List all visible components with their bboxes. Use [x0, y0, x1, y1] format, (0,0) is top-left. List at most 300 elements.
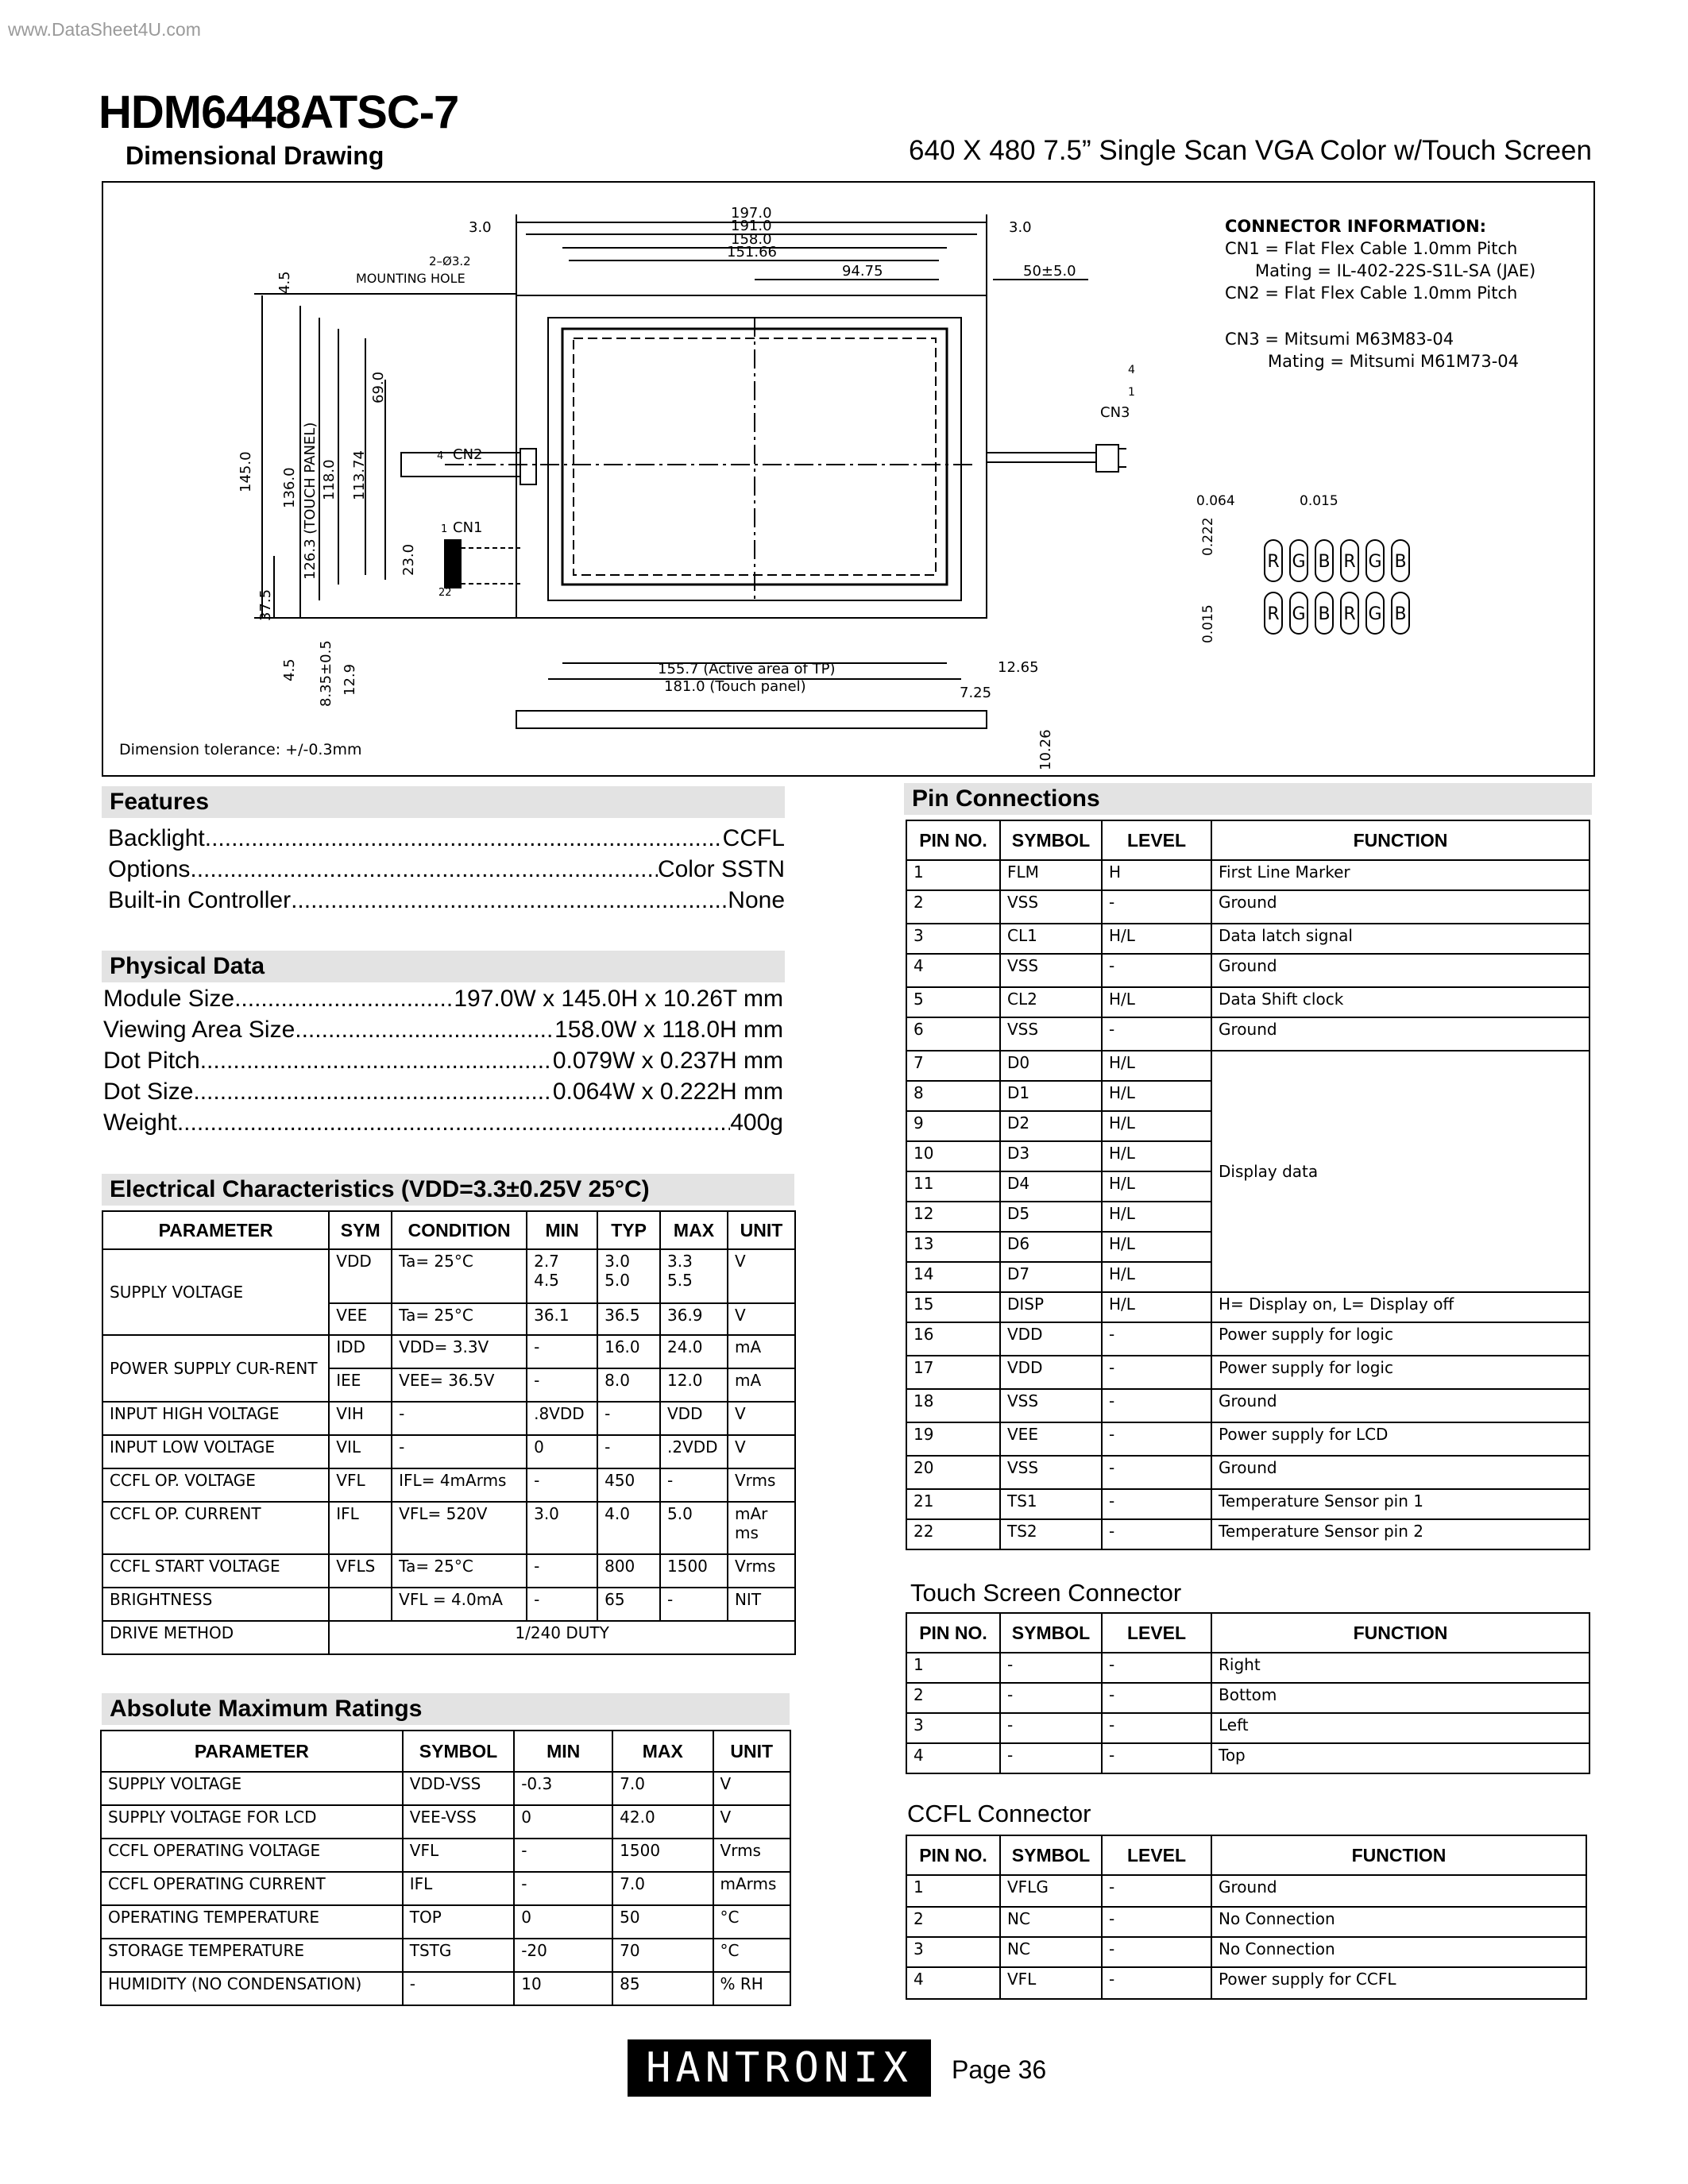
pin-cell: 21 [906, 1489, 1000, 1519]
symbol-cell: D2 [1000, 1111, 1102, 1141]
table-row [906, 1017, 1590, 1051]
symbol-cell: D1 [1000, 1081, 1102, 1111]
max-cell: 50 [612, 1905, 713, 1939]
max-cell: 1500 [612, 1839, 713, 1872]
table-row [906, 1743, 1590, 1773]
table-row [101, 1805, 790, 1839]
dim-45a: 4.5 [276, 271, 293, 294]
cond-cell: VFL = 4.0mA [392, 1588, 527, 1621]
symbol-cell: NC [1000, 1937, 1102, 1967]
level-cell: - [1102, 1937, 1211, 1967]
typ-cell: 8.0 [597, 1368, 660, 1402]
max-cell: .2VDD [660, 1435, 728, 1468]
table-row [906, 1356, 1590, 1389]
max-cell: 5.0 [660, 1502, 728, 1554]
physical-value: 400g [730, 1109, 783, 1136]
rgb-dot: B [1394, 604, 1407, 624]
table-row [101, 1839, 790, 1872]
cond-cell: Ta= 25°C [392, 1249, 527, 1303]
max-cell: 7.0 [612, 1772, 713, 1805]
pin-cell: 1 [906, 1653, 1000, 1683]
rgb-dot: R [1267, 552, 1280, 572]
level-cell: - [1102, 1017, 1211, 1051]
physical-value: 197.0W x 145.0H x 10.26T mm [454, 986, 783, 1012]
watermark: www.DataSheet4U.com [8, 19, 201, 40]
feature-value: CCFL [722, 825, 785, 851]
dim-3b: 3.0 [1009, 219, 1032, 236]
feature-row [108, 823, 785, 854]
features-list [108, 823, 785, 916]
param-cell: CCFL OP. CURRENT [102, 1502, 329, 1554]
unit-cell: V [713, 1772, 790, 1805]
cn1-label: CN1 [453, 519, 483, 536]
param-cell: CCFL OP. VOLTAGE [102, 1468, 329, 1502]
symbol-cell: D6 [1000, 1232, 1102, 1262]
dim-0222: 0.222 [1200, 517, 1216, 556]
tolerance-note: Dimension tolerance: +/-0.3mm [119, 741, 362, 758]
physical-label: Module Size [103, 986, 235, 1012]
sym-cell: IEE [329, 1368, 392, 1402]
pin-cell: 8 [906, 1081, 1000, 1111]
symbol-cell: CL1 [1000, 924, 1102, 954]
pin-cell: 2 [906, 890, 1000, 924]
section-subtitle: Dimensional Drawing [126, 141, 384, 170]
sym-cell: VIH [329, 1402, 392, 1435]
symbol-cell: D3 [1000, 1141, 1102, 1171]
feature-row [108, 854, 785, 885]
level-cell: H/L [1102, 1111, 1211, 1141]
page-number: Page 36 [952, 2055, 1047, 2084]
unit-cell: V [728, 1402, 795, 1435]
dim-145: 145.0 [238, 451, 254, 492]
col-header: LEVEL [1102, 820, 1211, 860]
unit-cell: °C [713, 1939, 790, 1972]
typ-cell: 450 [597, 1468, 660, 1502]
function-cell: Temperature Sensor pin 1 [1211, 1489, 1590, 1519]
symbol-cell: DISP [1000, 1292, 1102, 1322]
pin-cell: 3 [906, 1937, 1000, 1967]
physical-value: 158.0W x 118.0H mm [554, 1017, 783, 1043]
param-cell: DRIVE METHOD [102, 1621, 329, 1654]
level-cell: - [1102, 1322, 1211, 1356]
pins-title: Pin Connections [904, 783, 1592, 815]
sym-cell: VIL [329, 1435, 392, 1468]
sym-cell: VEE [329, 1303, 392, 1335]
param-cell: CCFL OPERATING VOLTAGE [101, 1839, 403, 1872]
level-cell: H/L [1102, 924, 1211, 954]
col-header: MAX [660, 1211, 728, 1249]
level-cell: - [1102, 1456, 1211, 1489]
level-cell: - [1102, 1389, 1211, 1422]
pin-cell: 3 [906, 924, 1000, 954]
hantronix-logo: HANTRONIX [628, 2039, 931, 2097]
dim-151: 151.66 [727, 244, 777, 260]
min-cell: -20 [514, 1939, 612, 1972]
cond-cell: Ta= 25°C [392, 1554, 527, 1588]
level-cell: - [1102, 1422, 1211, 1456]
sym-cell: VFL [403, 1839, 514, 1872]
function-cell: No Connection [1211, 1907, 1586, 1937]
min-cell: - [527, 1368, 597, 1402]
table-row [101, 1939, 790, 1972]
param-cell: SUPPLY VOLTAGE [102, 1249, 329, 1335]
typ-cell: 36.5 [597, 1303, 660, 1335]
sym-cell: IFL [403, 1872, 514, 1905]
min-cell: - [514, 1839, 612, 1872]
ccfl-title: CCFL Connector [907, 1800, 1091, 1827]
dim-0064: 0.064 [1196, 493, 1235, 509]
rgb-dot: G [1368, 552, 1382, 572]
level-cell: - [1102, 1743, 1211, 1773]
symbol-cell: TS1 [1000, 1489, 1102, 1519]
max-cell: - [660, 1588, 728, 1621]
unit-cell: V [728, 1435, 795, 1468]
pin4-cn2: 4 [437, 450, 444, 462]
sym-cell [329, 1588, 392, 1621]
param-cell: SUPPLY VOLTAGE [101, 1772, 403, 1805]
unit-cell: % RH [713, 1972, 790, 2005]
param-cell: BRIGHTNESS [102, 1588, 329, 1621]
symbol-cell: - [1000, 1713, 1102, 1743]
rgb-dot: R [1343, 552, 1356, 572]
pin22-cn1: 22 [438, 587, 452, 599]
pin1-cn1: 1 [441, 523, 448, 535]
connector-info-line: CN2 = Flat Flex Cable 1.0mm Pitch [1225, 284, 1518, 303]
max-cell: 7.0 [612, 1872, 713, 1905]
col-header: LEVEL [1102, 1835, 1211, 1875]
col-header: SYM [329, 1211, 392, 1249]
pin-cell: 7 [906, 1051, 1000, 1081]
param-cell: STORAGE TEMPERATURE [101, 1939, 403, 1972]
level-cell: H/L [1102, 1232, 1211, 1262]
touch-title: Touch Screen Connector [910, 1579, 1182, 1607]
table-row [906, 1875, 1586, 1907]
dim-3a: 3.0 [469, 219, 492, 236]
rgb-dot: G [1292, 604, 1306, 624]
min-cell: -0.3 [514, 1772, 612, 1805]
physical-row [103, 1014, 783, 1045]
dim-197: 197.0 [731, 205, 772, 222]
electrical-table [102, 1210, 796, 1655]
col-header: TYP [597, 1211, 660, 1249]
typ-cell: 16.0 [597, 1335, 660, 1368]
param-cell: POWER SUPPLY CUR-RENT [102, 1335, 329, 1402]
function-cell: H= Display on, L= Display off [1211, 1292, 1590, 1322]
dim-45b: 4.5 [281, 658, 298, 681]
unit-cell: mAr ms [728, 1502, 795, 1554]
function-cell: Data Shift clock [1211, 987, 1590, 1017]
cond-cell: - [392, 1402, 527, 1435]
table-row [906, 954, 1590, 987]
col-header: SYMBOL [1000, 1613, 1102, 1653]
absolute-table [100, 1730, 791, 2006]
pin-cell: 16 [906, 1322, 1000, 1356]
rgb-dot: G [1292, 552, 1306, 572]
sym-cell: - [403, 1972, 514, 2005]
col-header: FUNCTION [1211, 820, 1590, 860]
min-cell: - [527, 1554, 597, 1588]
param-cell: OPERATING TEMPERATURE [101, 1905, 403, 1939]
max-cell: 42.0 [612, 1805, 713, 1839]
connector-info-line: CN3 = Mitsumi M63M83-04 [1225, 330, 1454, 349]
symbol-cell: VSS [1000, 1017, 1102, 1051]
col-header: PIN NO. [906, 1835, 1000, 1875]
unit-cell: mA [728, 1335, 795, 1368]
max-cell: - [660, 1468, 728, 1502]
dim-118: 118.0 [321, 459, 338, 500]
drawing-svg [103, 183, 1593, 775]
connector-info-title: CONNECTOR INFORMATION: [1225, 217, 1487, 236]
rgb-dot: G [1368, 604, 1382, 624]
max-cell: 12.0 [660, 1368, 728, 1402]
pin-cell: 12 [906, 1202, 1000, 1232]
typ-cell: 3.0 5.0 [597, 1249, 660, 1303]
rgb-dot: B [1318, 604, 1331, 624]
symbol-cell: - [1000, 1683, 1102, 1713]
min-cell: 0 [514, 1805, 612, 1839]
dim-158: 158.0 [731, 231, 772, 248]
level-cell: H/L [1102, 1202, 1211, 1232]
min-cell: .8VDD [527, 1402, 597, 1435]
max-cell: 70 [612, 1939, 713, 1972]
table-row [101, 1972, 790, 2005]
function-cell: Temperature Sensor pin 2 [1211, 1519, 1590, 1549]
col-header: UNIT [713, 1731, 790, 1772]
function-cell: No Connection [1211, 1937, 1586, 1967]
pin-cell: 19 [906, 1422, 1000, 1456]
symbol-cell: CL2 [1000, 987, 1102, 1017]
symbol-cell: VSS [1000, 1456, 1102, 1489]
level-cell: - [1102, 890, 1211, 924]
touch-table [906, 1612, 1590, 1774]
min-cell: - [527, 1335, 597, 1368]
min-cell: 10 [514, 1972, 612, 2005]
symbol-cell: - [1000, 1743, 1102, 1773]
feature-value: Color SSTN [657, 856, 785, 882]
level-cell: - [1102, 1967, 1211, 1999]
physical-row [103, 1076, 783, 1107]
table-row [906, 1683, 1590, 1713]
mount-label: MOUNTING HOLE [356, 271, 465, 286]
pin-cell: 20 [906, 1456, 1000, 1489]
unit-cell: V [728, 1303, 795, 1335]
dim-129: 12.9 [342, 663, 358, 696]
level-cell: - [1102, 1907, 1211, 1937]
dim-0015b: 0.015 [1200, 604, 1216, 643]
symbol-cell: VFL [1000, 1967, 1102, 1999]
pin-cell: 3 [906, 1713, 1000, 1743]
pin-cell: 9 [906, 1111, 1000, 1141]
function-cell: Right [1211, 1653, 1590, 1683]
level-cell: - [1102, 1489, 1211, 1519]
col-header: PIN NO. [906, 820, 1000, 860]
feature-label: Options [108, 856, 191, 882]
feature-label: Backlight [108, 825, 205, 851]
max-cell: 85 [612, 1972, 713, 2005]
physical-label: Dot Pitch [103, 1048, 200, 1074]
table-row [906, 860, 1590, 890]
rgb-dot: R [1343, 604, 1356, 624]
function-cell: Power supply for CCFL [1211, 1967, 1586, 1999]
max-cell: 1500 [660, 1554, 728, 1588]
symbol-cell: TS2 [1000, 1519, 1102, 1549]
cond-cell: VDD= 3.3V [392, 1335, 527, 1368]
module-outline [516, 295, 987, 618]
physical-row [103, 983, 783, 1014]
product-tagline: 640 X 480 7.5” Single Scan VGA Color w/Touch Screen [909, 135, 1592, 166]
min-cell: 3.0 [527, 1502, 597, 1554]
param-cell: CCFL START VOLTAGE [102, 1554, 329, 1588]
symbol-cell: - [1000, 1653, 1102, 1683]
level-cell: - [1102, 1653, 1211, 1683]
col-header: LEVEL [1102, 1613, 1211, 1653]
pin-cell: 14 [906, 1262, 1000, 1292]
col-header: CONDITION [392, 1211, 527, 1249]
typ-cell: 65 [597, 1588, 660, 1621]
function-cell: First Line Marker [1211, 860, 1590, 890]
pin-cell: 15 [906, 1292, 1000, 1322]
unit-cell: Vrms [728, 1554, 795, 1588]
features-title: Features [102, 786, 785, 818]
symbol-cell: VSS [1000, 1389, 1102, 1422]
unit-cell: mArms [713, 1872, 790, 1905]
pin-cell: 10 [906, 1141, 1000, 1171]
table-row [101, 1872, 790, 1905]
dim-1263: 126.3 (TOUCH PANEL) [302, 422, 319, 580]
table-row [906, 890, 1590, 924]
unit-cell: NIT [728, 1588, 795, 1621]
pin-cell: 22 [906, 1519, 1000, 1549]
table-row [906, 987, 1590, 1017]
table-row [906, 1322, 1590, 1356]
sym-cell: IFL [329, 1502, 392, 1554]
pin-cell: 6 [906, 1017, 1000, 1051]
unit-cell: V [728, 1249, 795, 1303]
dim-11374: 113.74 [351, 450, 368, 500]
cond-cell: VFL= 520V [392, 1502, 527, 1554]
level-cell: H/L [1102, 1141, 1211, 1171]
table-row [906, 1713, 1590, 1743]
physical-value: 0.079W x 0.237H mm [552, 1048, 783, 1074]
ccfl-table [906, 1835, 1587, 2000]
dim-136: 136.0 [281, 467, 298, 508]
connector-info-line: Mating = IL-402-22S-S1L-SA (JAE) [1255, 261, 1536, 280]
dim-1265: 12.65 [998, 659, 1039, 676]
level-cell: - [1102, 1519, 1211, 1549]
param-cell: HUMIDITY (NO CONDENSATION) [101, 1972, 403, 2005]
table-row [101, 1905, 790, 1939]
col-header: MIN [527, 1211, 597, 1249]
function-cell: Top [1211, 1743, 1590, 1773]
function-cell: Ground [1211, 1017, 1590, 1051]
dim-23: 23.0 [400, 543, 417, 576]
sym-cell: VEE-VSS [403, 1805, 514, 1839]
min-cell: 0 [514, 1905, 612, 1939]
level-cell: H/L [1102, 1051, 1211, 1081]
typ-cell: - [597, 1402, 660, 1435]
function-cell: Power supply for logic [1211, 1356, 1590, 1389]
min-cell: - [527, 1468, 597, 1502]
mount-dia: 2–Ø3.2 [429, 254, 471, 268]
dim-0015: 0.015 [1300, 493, 1338, 509]
table-row [906, 1907, 1586, 1937]
symbol-cell: D4 [1000, 1171, 1102, 1202]
level-cell: - [1102, 1356, 1211, 1389]
col-header: UNIT [728, 1211, 795, 1249]
unit-cell: °C [713, 1905, 790, 1939]
param-cell: SUPPLY VOLTAGE FOR LCD [101, 1805, 403, 1839]
rgb-dot: B [1318, 552, 1331, 572]
pin-cell: 1 [906, 1875, 1000, 1907]
min-cell: - [527, 1588, 597, 1621]
col-header: PIN NO. [906, 1613, 1000, 1653]
sym-cell: VDD [329, 1249, 392, 1303]
max-cell: VDD [660, 1402, 728, 1435]
feature-value: None [728, 887, 785, 913]
min-cell: - [514, 1872, 612, 1905]
dim-835: 8.35±0.5 [318, 640, 334, 707]
symbol-cell: NC [1000, 1907, 1102, 1937]
pin-cell: 13 [906, 1232, 1000, 1262]
function-cell: Power supply for logic [1211, 1322, 1590, 1356]
param-cell: INPUT LOW VOLTAGE [102, 1435, 329, 1468]
col-header: SYMBOL [1000, 1835, 1102, 1875]
symbol-cell: VSS [1000, 954, 1102, 987]
function-cell: Left [1211, 1713, 1590, 1743]
level-cell: - [1102, 1713, 1211, 1743]
sym-cell: VDD-VSS [403, 1772, 514, 1805]
function-cell: Display data [1211, 1051, 1590, 1292]
sym-cell: IDD [329, 1335, 392, 1368]
cond-cell: VEE= 36.5V [392, 1368, 527, 1402]
col-header: PARAMETER [102, 1211, 329, 1249]
param-cell: INPUT HIGH VOLTAGE [102, 1402, 329, 1435]
absolute-title: Absolute Maximum Ratings [102, 1693, 790, 1725]
physical-label: Dot Size [103, 1078, 194, 1105]
typ-cell: 4.0 [597, 1502, 660, 1554]
rgb-dot: R [1267, 604, 1280, 624]
table-row [906, 1292, 1590, 1322]
dim-725: 7.25 [960, 685, 992, 701]
table-row [906, 1051, 1590, 1081]
feature-label: Built-in Controller [108, 887, 292, 913]
min-cell: 0 [527, 1435, 597, 1468]
physical-label: Weight [103, 1109, 177, 1136]
cn3-label: CN3 [1100, 404, 1130, 421]
function-cell: Ground [1211, 1456, 1590, 1489]
model-title: HDM6448ATSC-7 [98, 87, 459, 138]
function-cell: Ground [1211, 1389, 1590, 1422]
pin-cell: 4 [906, 954, 1000, 987]
pin1-cn3: 1 [1128, 386, 1135, 399]
max-cell: 24.0 [660, 1335, 728, 1368]
sym-cell: VFL [329, 1468, 392, 1502]
col-header: SYMBOL [403, 1731, 514, 1772]
table-row [906, 1489, 1590, 1519]
function-cell: Ground [1211, 1875, 1586, 1907]
table-row [906, 1519, 1590, 1549]
dim-1810: 181.0 (Touch panel) [664, 678, 806, 695]
unit-cell: mA [728, 1368, 795, 1402]
function-cell: Ground [1211, 890, 1590, 924]
symbol-cell: D7 [1000, 1262, 1102, 1292]
col-header: PARAMETER [101, 1731, 403, 1772]
min-cell: 36.1 [527, 1303, 597, 1335]
level-cell: H/L [1102, 1171, 1211, 1202]
max-cell: 36.9 [660, 1303, 728, 1335]
sym-cell: VFLS [329, 1554, 392, 1588]
dim-375: 37.5 [257, 588, 274, 621]
